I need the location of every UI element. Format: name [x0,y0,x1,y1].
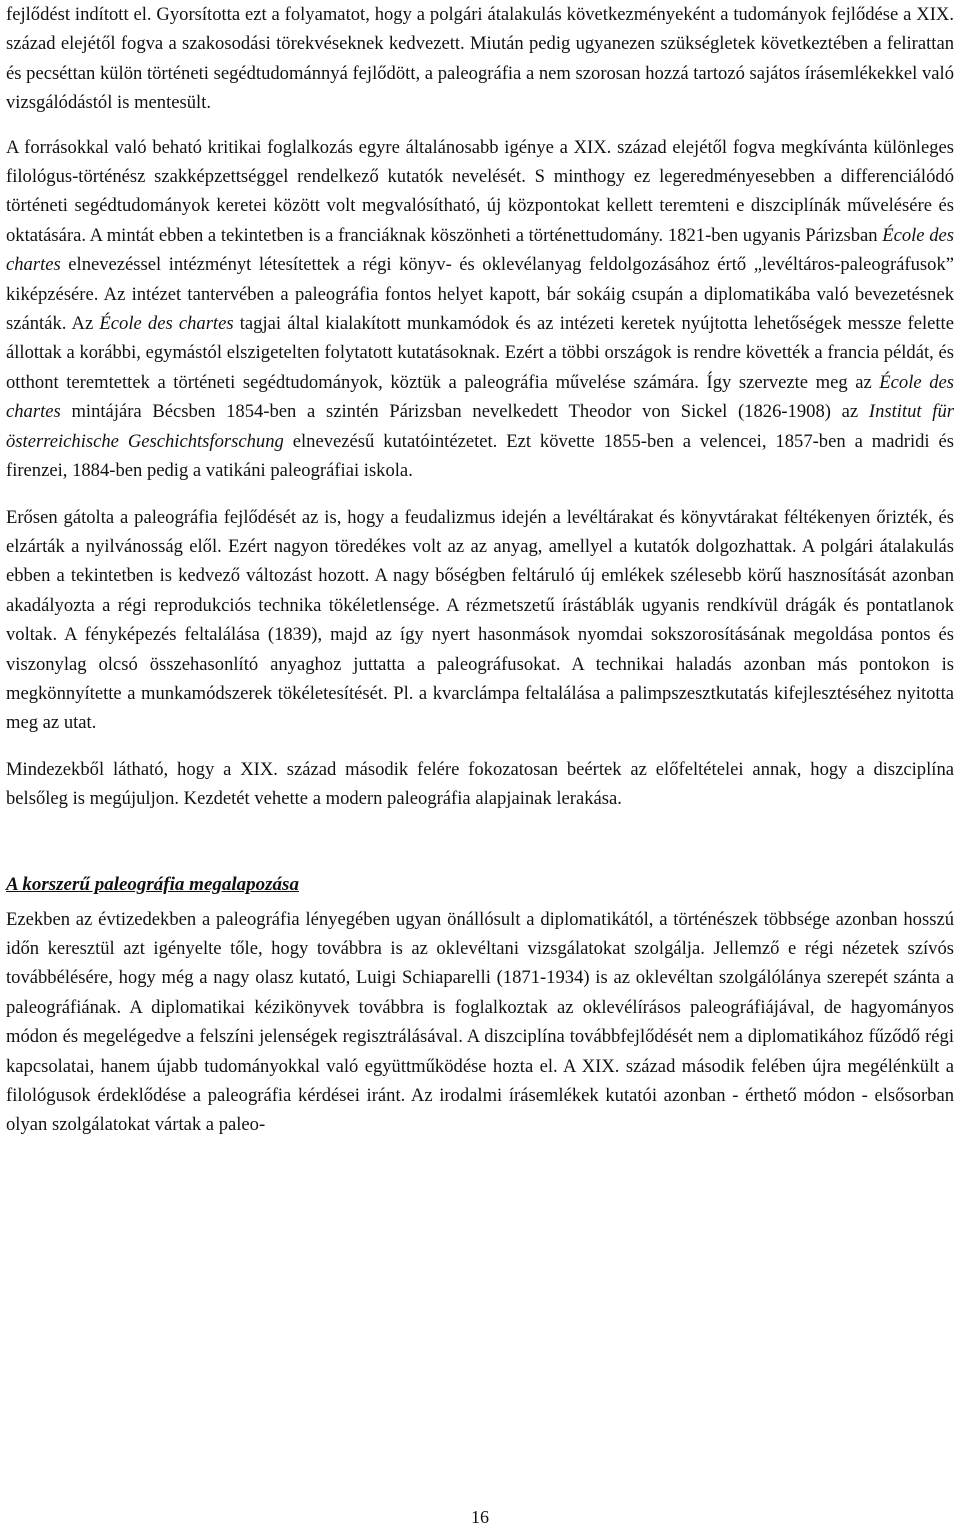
school-name: École des chartes [6,371,954,423]
paris-text-e: elnevezésű kutatóintézetet. Ezt követte 1855-ben a velencei, 1857-ben a madridi és firenzei, 1884-ben pedig a vatikáni paleográfiai iskola. [6,430,955,482]
section-heading: A korszerű paleográfia megalapozása [6,873,299,895]
paragraph-2-text: A forrásokkal való beható kritikai foglalkozás egyre általánosabb igénye a XIX. század elejétől fogva megkívánta különleges filológus-történész szakképzettséggel rendelkező kutatók nevelését. S minthogy ez legeredményesebben a differenciálódó történeti segédtudományok keretei között volt megvalósítható, új központokat kellett teremteni e diszciplínák művelésére és oktatására. A mintát ebben a tekintetben is a franciáknak köszönheti a történettudomány. [6,136,954,246]
paragraph-1: fejlődést indított el. Gyorsította ezt a folyamatot, hogy a polgári átalakulás következményeként a tudományok fejlődése a XIX. század elejétől fogva a szakosodási törekvéseknek kedvezett. Miután pedig ugyanezen szükségletek következtében a felirattan és pecséttan külön történeti segédtudománnyá fejlődött, a paleográfia a nem szorosan hozzá tartozó sajátos írásemlékekkel való vizsgálódástól is mentesült. [6,4,954,114]
paragraph-2 [6,133,954,486]
paragraph-3: Erősen gátolta a paleográfia fejlődését az is, hogy a feudalizmus idején a levéltárakat és könyvtárakat féltékenyen őrizték, és elzárták a nyilvánosság elől. Ezért nagyon töredékes volt az az anyag, amellyel a kutatók dolgozhattak. A polgári átalakulás ebben a tekintetben is kedvező változást hozott. A nagy bőségben feltáruló új emlékek szélesebb körű hasznosítását azonban akadályozta a régi reprodukciós technika tökéletlensége. A rézmetszetű írástáblák ugyanis rendkívül drágák és pontatlanok voltak. A fényképezés feltalálása (1839), majd az így nyert hasonmások nyomdai sokszorosításának megoldása pontos és viszonylag olcsó összehasonlító anyaghoz juttatta a paleográfusokat. A technikai haladás azonban más pontokon is megkönnyítette a munkamódszerek tökéletesítését. Pl. a kvarclámpa feltalálása a palimpszesztkutatás kifejlesztéséhez nyitotta meg az utat. [6,506,954,734]
paris-text-d: mintájára Bécsben 1854-ben a szintén Párizsban nevelkedett Theodor von Sickel (1826-1908) az [71,401,859,423]
page-number: 16 [471,1507,489,1527]
paris-text-c: tagjai által kialakított munkamódok és az intézeti keretek nyújtotta lehetőségek messze felette állottak a korábbi, egymástól elszigetelten folytatott kutatásoknak. Ezért a többi országok is rendre követték a francia példát, és otthont teremtettek a történeti segédtudományok, köztük a paleográfia művelése számára. Így szervezte meg az [6,313,954,393]
school-name: École des chartes [6,224,955,276]
institut-name: Institut für österreichische Geschichtsforschung [6,401,954,452]
document-page [6,0,954,1537]
paragraph-4: Mindezekből látható, hogy a XIX. század második felére fokozatosan beértek az előfeltételei annak, hogy a diszciplína belsőleg is megújuljon. Kezdetét vehette a modern paleográfia alapjainak lerakása. [6,758,954,810]
paris-text-b: elnevezéssel intézményt létesítettek a régi könyv- és oklevélanyag feldolgozásához értő „levéltáros-paleográfusok” kiképzésére. Az intézet tantervében a paleográfia fontos helyet kapott, bár sokáig csupán a diplomatikába való bevezetésnek szánták. Az [6,254,954,335]
paris-text-a: 1821-ben ugyanis Párizsban [667,224,878,246]
school-name: École des chartes [99,313,234,335]
section-paragraph: Ezekben az évtizedekben a paleográfia lényegében ugyan önállósult a diplomatikától, a történészek többsége azonban hosszú időn keresztül azt igényelte tőle, hogy továbbra is az oklevéltani vizsgálatokat szolgálja. Jellemző e régi nézetek szívós továbbélésére, hogy még a nagy olasz kutató, Luigi Schiaparelli (1871-1934) is az oklevéltan szolgálólánya szerepét szánta a paleográfiának. A diplomatikai kézikönyvek továbbra is foglalkoztak az oklevélírásos paleográfiájával, de hagyományos módon és megelégedve a felszíni jelenségek regisztrálásával. A diszciplína továbbfejlődését nem a diplomatikához fűződő régi kapcsolatai, hanem újabb tudományokkal való együttműködése hozta el. A XIX. század második felében újra megélénkült a filológusok érdeklődése a paleográfia kérdései iránt. Az irodalmi írásemlékek kutatói azonban - érthető módon - elsősorban olyan szolgálatokat vártak a paleo- [6,908,954,1136]
